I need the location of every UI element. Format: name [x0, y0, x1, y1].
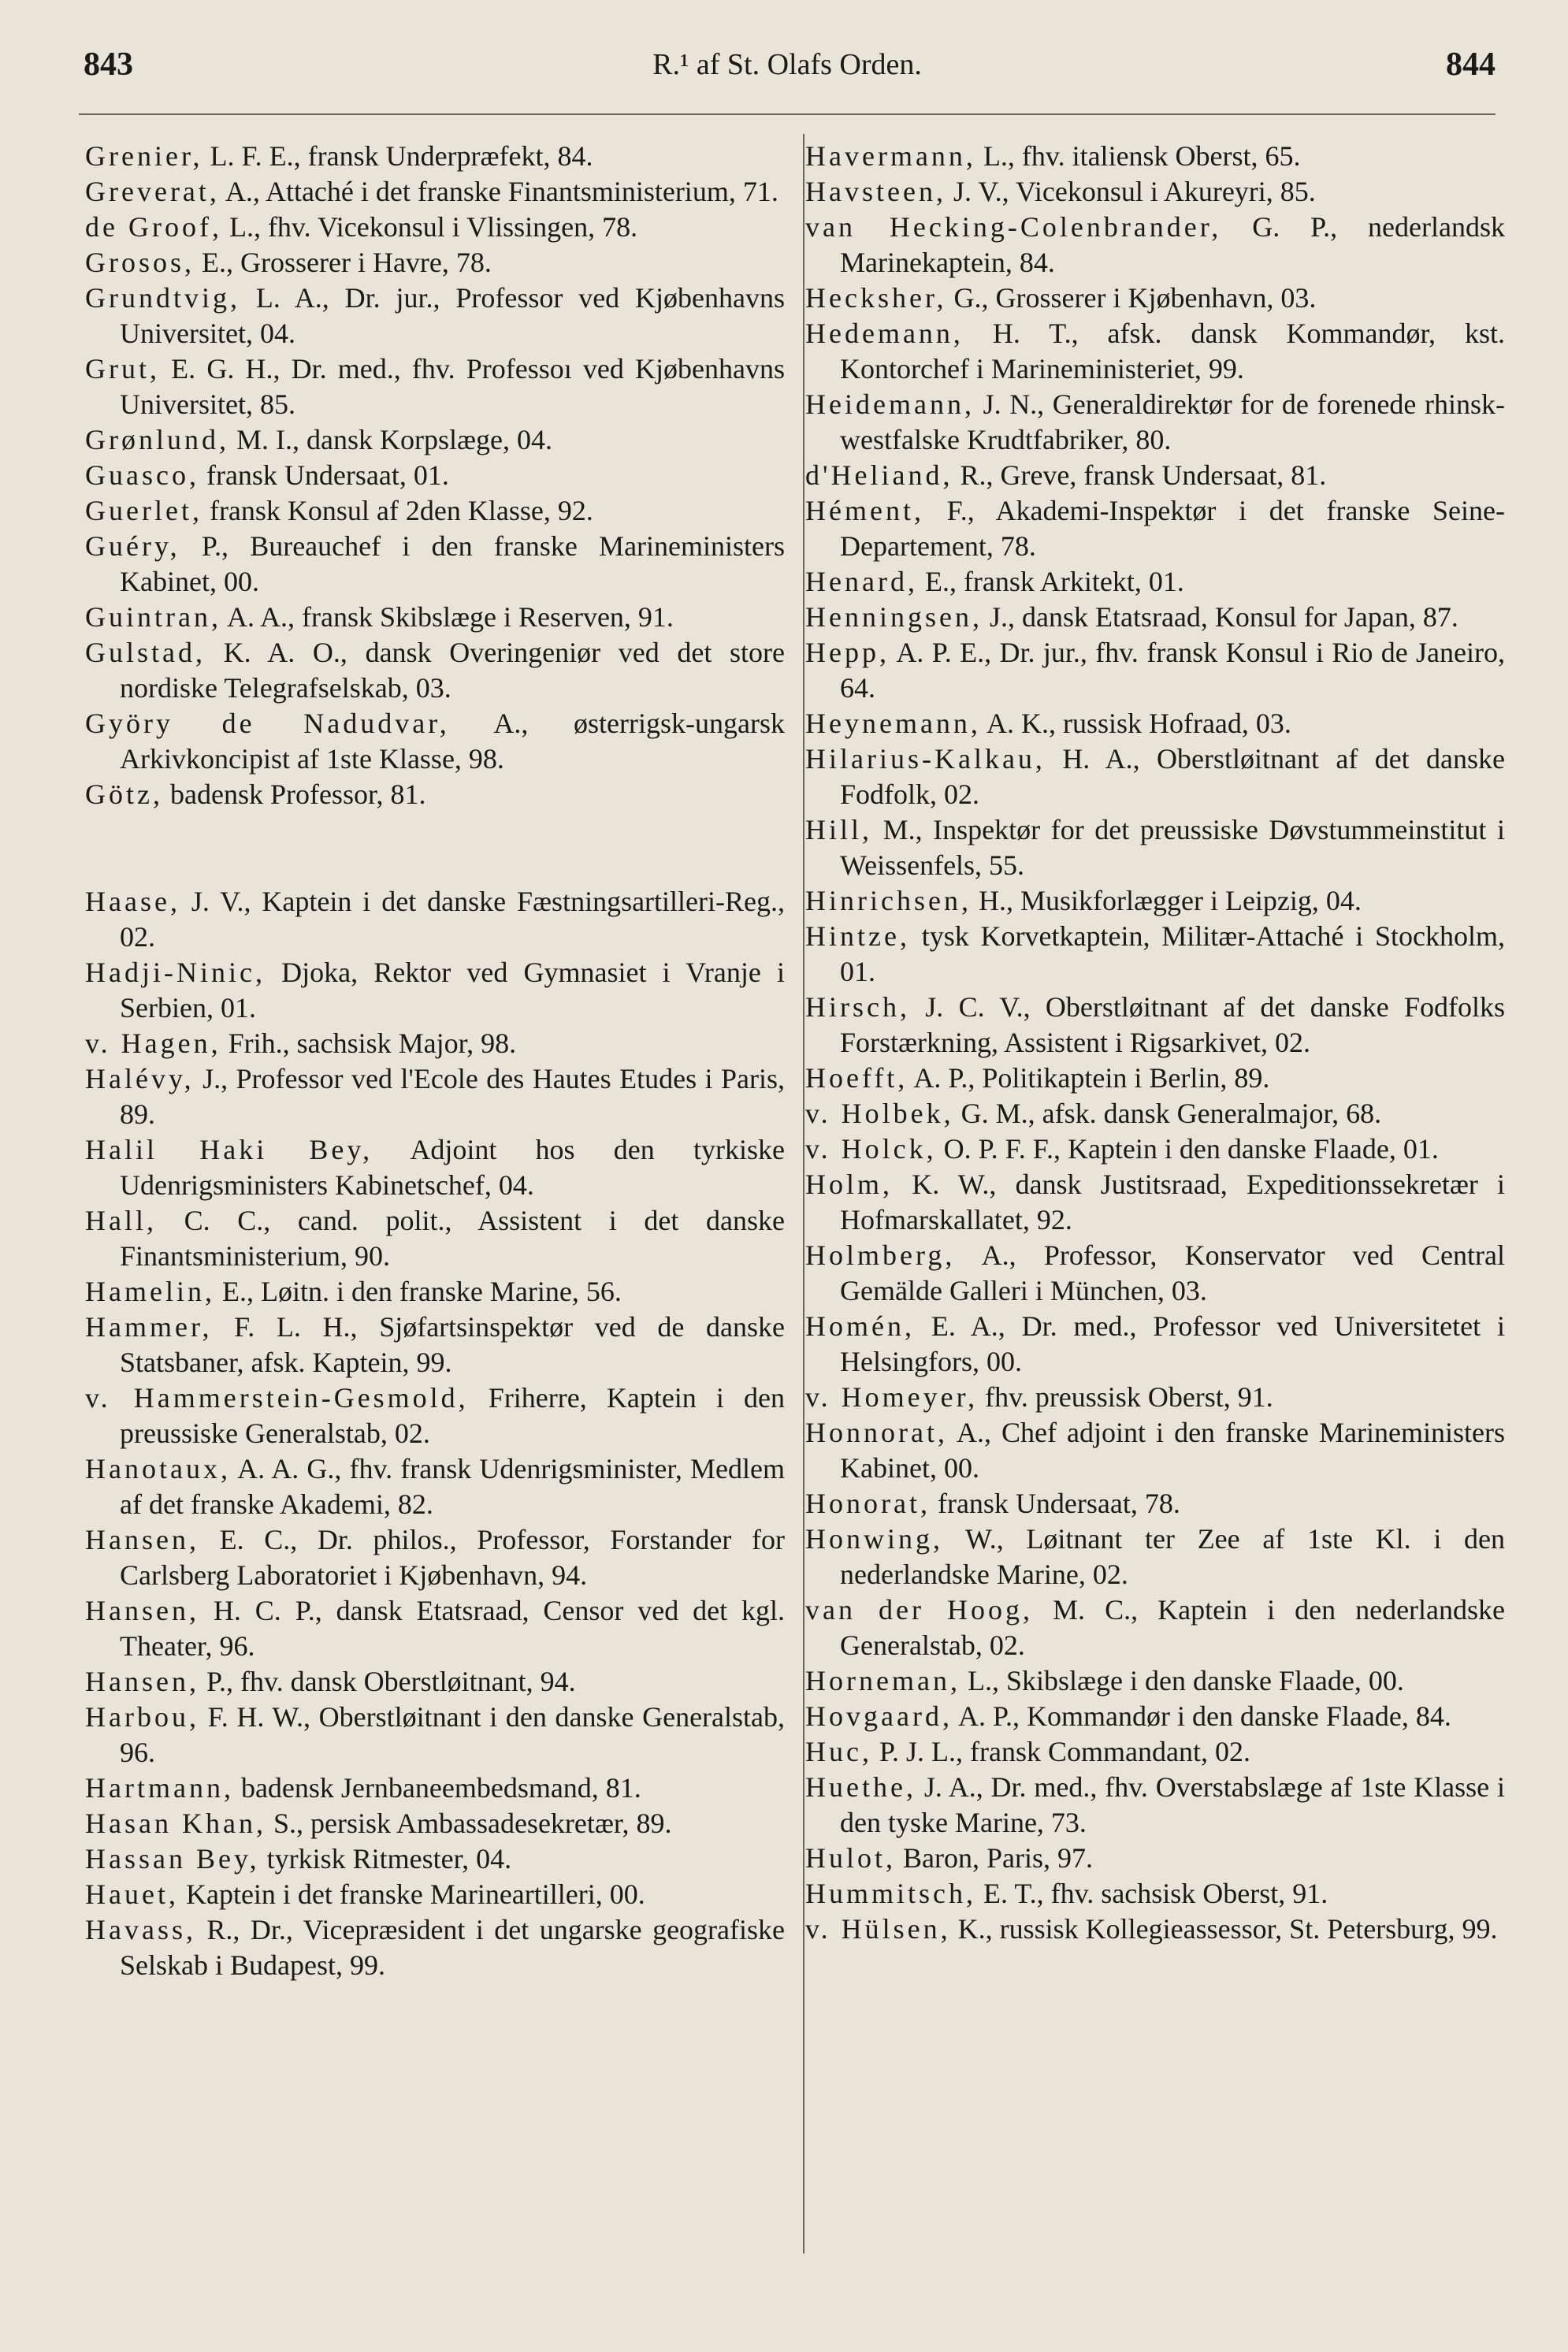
entry-name: Hartmann,: [85, 1772, 234, 1804]
entry-text: A., Attaché i det franske Finantsministerium, 71.: [225, 176, 778, 207]
entry-text: A., østerrigsk-ungarsk Arkivkoncipist af 1ste Klasse, 98.: [120, 708, 785, 775]
entry-name: Hansen,: [85, 1595, 199, 1626]
entry-text: G. M., afsk. dansk Generalmajor, 68.: [960, 1098, 1382, 1129]
entry-name: Heynemann,: [805, 708, 981, 739]
entry-text: E. A., Dr. med., Professor ved Universitetet i Helsingfors, 00.: [840, 1310, 1505, 1377]
entry-text: fransk Undersaat, 78.: [937, 1488, 1180, 1519]
list-item: [805, 458, 1505, 493]
entry-text: C. C., cand. polit., Assistent i det danske Finantsministerium, 90.: [120, 1205, 786, 1272]
entry-name: Hamelin,: [85, 1276, 215, 1307]
list-item: [85, 1451, 785, 1522]
entry-name: Guéry,: [85, 530, 180, 562]
list-item: [85, 1132, 785, 1203]
entry-name: Grut,: [85, 353, 160, 385]
list-item: [85, 493, 785, 529]
entry-name: Guintran,: [85, 601, 221, 633]
list-item: [85, 1380, 785, 1451]
list-item: [85, 458, 785, 493]
entry-text: A. P., Politikaptein i Berlin, 89.: [913, 1062, 1270, 1094]
list-item: [805, 1841, 1505, 1876]
list-item: [85, 1310, 785, 1380]
entry-text: J., Professor ved l'Ecole des Hautes Etudes i Paris, 89.: [120, 1063, 785, 1130]
left-column: [85, 139, 785, 1983]
entry-name: Gulstad,: [85, 637, 206, 668]
entry-name: Hepp,: [805, 637, 890, 668]
list-item: [805, 1734, 1505, 1770]
entry-text: P., Bureauchef i den franske Marineministers Kabinet, 00.: [120, 530, 786, 597]
entry-text: A. A. G., fhv. fransk Udenrigsminister, Medlem af det franske Akademi, 82.: [120, 1453, 786, 1520]
list-item: [805, 564, 1505, 600]
entry-text: H. C. P., dansk Etatsraad, Censor ved det kgl. Theater, 96.: [120, 1595, 786, 1662]
entry-text: Djoka, Rektor ved Gymnasiet i Vranje i Serbien, 01.: [120, 957, 786, 1024]
entry-name: Hall,: [85, 1205, 157, 1236]
list-item: [85, 1806, 785, 1841]
page-number-left: 843: [84, 46, 133, 83]
entry-text: A., Chef adjoint i den franske Marineministers Kabinet, 00.: [840, 1417, 1505, 1484]
entry-text: K. A. O., dansk Overingeniør ved det store nordiske Telegrafselskab, 03.: [120, 637, 785, 704]
entry-text: Adjoint hos den tyrkiske Udenrigsministers Kabinetschef, 04.: [120, 1134, 785, 1201]
entry-name: Huc,: [805, 1736, 872, 1767]
entry-text: E. T., fhv. sachsisk Oberst, 91.: [983, 1878, 1328, 1909]
entry-name: Hanotaux,: [85, 1453, 231, 1484]
list-item: [85, 1700, 785, 1771]
entry-name: Honwing,: [805, 1523, 943, 1555]
list-item: [805, 1770, 1505, 1841]
list-item: [805, 600, 1505, 635]
list-item: [85, 139, 785, 174]
list-item: [85, 1522, 785, 1593]
entry-text: E., fransk Arkitekt, 01.: [924, 566, 1184, 597]
entry-name: Guasco,: [85, 459, 199, 491]
list-item: [805, 387, 1505, 458]
entry-name: Greverat,: [85, 176, 220, 207]
entry-text: R., Dr., Vicepræsident i det ungarske geografiske Selskab i Budapest, 99.: [120, 1914, 786, 1981]
entry-name: Havermann,: [805, 140, 976, 172]
list-item: [805, 1238, 1505, 1309]
entry-text: Baron, Paris, 97.: [903, 1842, 1093, 1874]
page-number-right: 844: [1446, 46, 1496, 83]
entry-text: badensk Jernbaneembedsmand, 81.: [240, 1772, 641, 1804]
entry-name: Honnorat,: [805, 1417, 948, 1448]
entry-name: Halil Haki Bey,: [85, 1134, 373, 1165]
entry-text: K. W., dansk Justitsraad, Expeditionssekretær i Hofmarskallatet, 92.: [840, 1169, 1506, 1235]
list-item: [85, 706, 785, 777]
entry-name: Götz,: [85, 778, 163, 810]
entry-name: Grenier,: [85, 140, 203, 172]
entry-text: H., Musikforlægger i Leipzig, 04.: [978, 885, 1362, 916]
list-item: [805, 316, 1505, 387]
entry-text: J. A., Dr. med., fhv. Overstabslæge af 1ste Klasse i den tyske Marine, 73.: [840, 1771, 1506, 1838]
list-item: [805, 706, 1505, 741]
entry-name: Havass,: [85, 1914, 196, 1945]
entry-text: J. V., Vicekonsul i Akureyri, 85.: [953, 176, 1316, 207]
entry-name: de Groof,: [85, 211, 222, 243]
entry-text: J. C. V., Oberstløitnant af det danske Fodfolks Forstærkning, Assistent i Rigsarkivet, 02.: [840, 991, 1505, 1058]
column-divider: [803, 134, 804, 2254]
entry-text: L. A., Dr. jur., Professor ved Kjøbenhavns Universitet, 04.: [120, 282, 786, 349]
list-item: [85, 422, 785, 458]
entry-text: L., fhv. Vicekonsul i Vlissingen, 78.: [229, 211, 638, 243]
entry-name: Harbou,: [85, 1701, 199, 1733]
entry-text: S., persisk Ambassadesekretær, 89.: [273, 1808, 672, 1839]
entry-name: Holmberg,: [805, 1239, 956, 1271]
entry-name: Heidemann,: [805, 388, 975, 420]
list-item: [805, 1131, 1505, 1167]
list-item: [805, 1592, 1505, 1663]
list-item: [85, 281, 785, 351]
entry-name: van Hecking-Colenbrander,: [805, 211, 1222, 243]
entry-name: Hassan Bey,: [85, 1843, 260, 1875]
entry-text: P., fhv. dansk Oberstløitnant, 94.: [206, 1666, 576, 1697]
entry-name: Györy de Nadudvar,: [85, 708, 450, 739]
entry-name: Hirsch,: [805, 991, 910, 1023]
entry-text: F. L. H., Sjøfartsinspektør ved de danske Statsbaner, afsk. Kaptein, 99.: [120, 1311, 785, 1378]
entry-text: W., Løitnant ter Zee af 1ste Kl. i den nederlandske Marine, 02.: [840, 1523, 1505, 1590]
list-item: [85, 245, 785, 281]
entry-name: v. Hülsen,: [805, 1913, 951, 1945]
list-item: [805, 139, 1505, 174]
entry-name: Hedemann,: [805, 318, 964, 349]
entry-text: Kaptein i det franske Marineartilleri, 00.: [185, 1878, 645, 1910]
entry-text: O. P. F. F., Kaptein i den danske Flaade, 01.: [943, 1133, 1439, 1165]
list-item: [85, 1026, 785, 1061]
list-item: [805, 1876, 1505, 1912]
entry-text: Frih., sachsisk Major, 98.: [228, 1027, 517, 1059]
entry-name: Hadji-Ninic,: [85, 957, 266, 988]
right-column: [805, 139, 1505, 1947]
entry-name: Henard,: [805, 566, 918, 597]
list-item: [805, 1061, 1505, 1096]
list-item: [805, 1096, 1505, 1131]
entry-text: E., Grosserer i Havre, 78.: [202, 247, 492, 278]
list-item: [85, 210, 785, 245]
entry-text: R., Greve, fransk Undersaat, 81.: [960, 459, 1327, 491]
entry-text: tysk Korvetkaptein, Militær-Attaché i Stockholm, 01.: [840, 920, 1506, 987]
entry-text: E. G. H., Dr. med., fhv. Professoı ved Kjøbenhavns Universitet, 85.: [120, 353, 786, 420]
entry-text: E. C., Dr. philos., Professor, Forstander for Carlsberg Laboratoriet i Kjøbenhavn, 94.: [120, 1524, 785, 1591]
entry-text: L., Skibslæge i den danske Flaade, 00.: [967, 1665, 1404, 1696]
entry-name: Halévy,: [85, 1063, 195, 1094]
list-item: [805, 990, 1505, 1061]
entry-text: J. V., Kaptein i det danske Fæstningsartilleri-Reg., 02.: [120, 886, 785, 953]
list-item: [805, 741, 1505, 812]
list-item: [85, 1771, 785, 1806]
entry-text: J. N., Generaldirektør for de forenede rhinsk-westfalske Krudtfabriker, 80.: [840, 388, 1506, 455]
entry-name: Henningsen,: [805, 601, 983, 633]
list-item: [805, 1522, 1505, 1592]
entry-text: M. C., Kaptein i den nederlandske Generalstab, 02.: [840, 1594, 1506, 1661]
entry-name: Havsteen,: [805, 176, 946, 207]
entry-name: Hasan Khan,: [85, 1808, 266, 1839]
entry-name: v. Hammerstein-Gesmold,: [85, 1382, 469, 1414]
list-item: [85, 1841, 785, 1877]
entry-name: Hammer,: [85, 1311, 213, 1343]
entry-name: Grosos,: [85, 247, 195, 278]
entry-text: badensk Professor, 81.: [169, 778, 426, 810]
list-item: [85, 529, 785, 600]
list-item: [85, 1274, 785, 1310]
list-item: [85, 1593, 785, 1664]
entry-name: Hovgaard,: [805, 1700, 953, 1732]
list-item: [805, 1663, 1505, 1699]
entry-name: Hément,: [805, 495, 924, 526]
list-item: [805, 281, 1505, 316]
list-item: [805, 1699, 1505, 1734]
entry-name: Hintze,: [805, 920, 910, 952]
entry-text: J., dansk Etatsraad, Konsul for Japan, 87.: [989, 601, 1458, 633]
entry-name: v. Homeyer,: [805, 1381, 979, 1413]
list-item: [805, 812, 1505, 883]
list-item: [805, 1415, 1505, 1486]
list-item: [805, 1486, 1505, 1522]
entry-text: H. T., afsk. dansk Kommandør, kst. Kontorchef i Marineministeriet, 99.: [840, 318, 1506, 385]
entry-name: v. Holck,: [805, 1133, 937, 1165]
entry-text: A. P. E., Dr. jur., fhv. fransk Konsul i Rio de Janeiro, 64.: [840, 637, 1505, 704]
entry-name: Hecksher,: [805, 282, 947, 314]
list-item: [85, 351, 785, 422]
entry-name: Hansen,: [85, 1524, 199, 1555]
list-item: [805, 1309, 1505, 1380]
list-item: [85, 635, 785, 706]
entry-name: Haase,: [85, 886, 180, 917]
entry-name: Grønlund,: [85, 424, 229, 455]
entry-text: Friherre, Kaptein i den preussiske Generalstab, 02.: [120, 1382, 785, 1449]
entry-name: Huethe,: [805, 1771, 916, 1803]
list-item: [85, 955, 785, 1026]
entry-text: K., russisk Kollegieassessor, St. Petersburg, 99.: [957, 1913, 1498, 1945]
entry-name: Hoefft,: [805, 1062, 908, 1094]
list-item: [85, 1664, 785, 1700]
list-item: [85, 174, 785, 210]
entry-text: A., Professor, Konservator ved Central Gemälde Galleri i München, 03.: [840, 1239, 1505, 1306]
list-item: [805, 919, 1505, 990]
entry-name: v. Hagen,: [85, 1027, 221, 1059]
entry-text: L., fhv. italiensk Oberst, 65.: [983, 140, 1301, 172]
running-title: R.¹ af St. Olafs Orden.: [652, 48, 922, 81]
list-item: [85, 600, 785, 635]
entry-text: F., Akademi-Inspektør i det franske Seine-Departement, 78.: [840, 495, 1506, 562]
entry-text: M., Inspektør for det preussiske Døvstummeinstitut i Weissenfels, 55.: [840, 814, 1505, 881]
list-item: [805, 635, 1505, 706]
entry-text: A. A., fransk Skibslæge i Reserven, 91.: [226, 601, 674, 633]
list-item: [805, 210, 1505, 281]
entry-name: Hill,: [805, 814, 873, 845]
list-item: [805, 174, 1505, 210]
entry-name: Horneman,: [805, 1665, 960, 1696]
entry-name: Guerlet,: [85, 495, 203, 526]
list-item: [805, 883, 1505, 919]
list-item: [805, 1380, 1505, 1415]
entry-text: P. J. L., fransk Commandant, 02.: [879, 1736, 1250, 1767]
entry-name: Holm,: [805, 1169, 894, 1200]
entry-name: Hauet,: [85, 1878, 179, 1910]
entry-name: Hummitsch,: [805, 1878, 976, 1909]
entry-text: A. P., Kommandør i den danske Flaade, 84.: [957, 1700, 1451, 1732]
entry-text: L. F. E., fransk Underpræfekt, 84.: [210, 140, 593, 172]
entry-name: Honorat,: [805, 1488, 931, 1519]
list-item: [85, 777, 785, 812]
entry-name: Hinrichsen,: [805, 885, 972, 916]
list-item: [85, 1203, 785, 1274]
header-rule: [79, 113, 1496, 115]
list-item: [85, 1061, 785, 1132]
entry-text: G., Grosserer i Kjøbenhavn, 03.: [953, 282, 1317, 314]
list-item: [85, 1877, 785, 1912]
entry-name: Grundtvig,: [85, 282, 240, 314]
entry-name: Hansen,: [85, 1666, 199, 1697]
entry-text: fransk Konsul af 2den Klasse, 92.: [209, 495, 593, 526]
entry-name: van der Hoog,: [805, 1594, 1033, 1626]
entry-name: v. Holbek,: [805, 1098, 954, 1129]
entry-name: d'Heliand,: [805, 459, 953, 491]
list-item: [85, 884, 785, 955]
entry-text: E., Løitn. i den franske Marine, 56.: [221, 1276, 622, 1307]
section-gap: [85, 812, 785, 884]
list-item: [85, 1912, 785, 1983]
list-item: [805, 1167, 1505, 1238]
entry-text: F. H. W., Oberstløitnant i den danske Generalstab, 96.: [120, 1701, 786, 1768]
page-header: [79, 46, 1496, 93]
entry-text: H. A., Oberstløitnant af det danske Fodfolk, 02.: [840, 743, 1506, 810]
entry-name: Hulot,: [805, 1842, 897, 1874]
entry-text: fransk Undersaat, 01.: [206, 459, 449, 491]
entry-text: M. I., dansk Korpslæge, 04.: [236, 424, 552, 455]
list-item: [805, 493, 1505, 564]
entry-text: G. P., nederlandsk Marinekaptein, 84.: [840, 211, 1505, 278]
entry-name: Hilarius-Kalkau,: [805, 743, 1046, 775]
list-item: [805, 1912, 1505, 1947]
entry-text: tyrkisk Ritmester, 04.: [266, 1843, 512, 1875]
entry-text: fhv. preussisk Oberst, 91.: [985, 1381, 1273, 1413]
entry-name: Homén,: [805, 1310, 915, 1342]
entry-text: A. K., russisk Hofraad, 03.: [986, 708, 1291, 739]
